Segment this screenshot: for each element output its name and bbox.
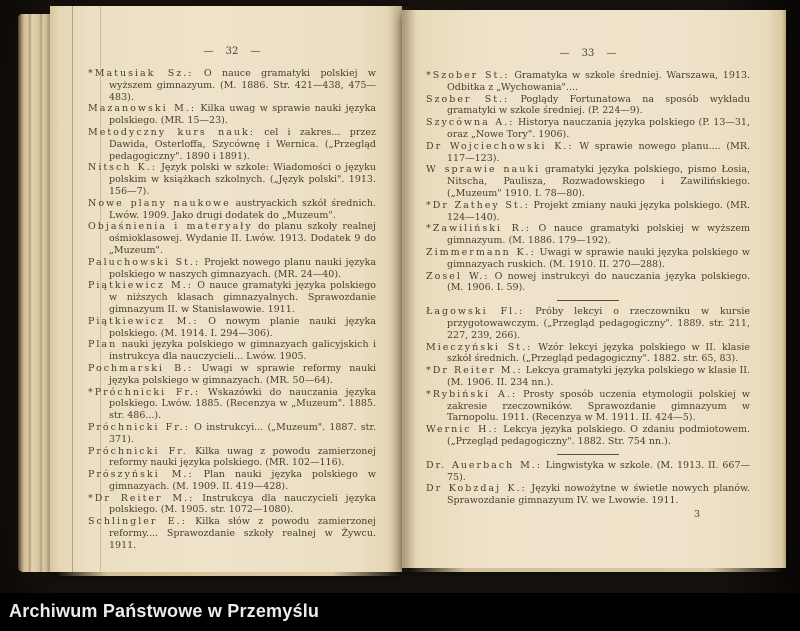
bibliography-entry: Schlingler E.: Kilka słów z powodu zamierzonej reformy.... Sprawozdanie szkoły realnej w Żywcu. 1911. [88,516,376,551]
entry-author: Próchnicki Fr. [88,445,188,457]
page-number-32: — 32 — [203,46,261,57]
page-number-33: — 33 — [559,48,617,59]
entry-author: Metodyczny kurs nauk: [88,126,255,138]
entry-author: W sprawie nauki [426,164,541,176]
entry-author: *Dr Reiter M.: [88,492,195,504]
bibliography-entry: Dr Kobzdaj K.: Języki nowożytne w świetle nowych planów. Sprawozdanie gimnazyum IV. we Lwowie. 1911. [426,483,750,507]
entry-author: *Dr Reiter M.: [426,365,523,377]
bibliography-entry: Nitsch K.: Język polski w szkole: Wiadomości o języku polskim w książkach szkolnych. („Język polski". 1913. 156—7). [88,162,376,197]
bibliography-entry: Próchnicki Fr. Kilka uwag z powodu zamierzonej reformy nauki języka polskiego. (MR. 102—116). [88,445,376,469]
bibliography-entry: Paluchowski St.: Projekt nowego planu nauki języka polskiego w naszych gimnazyach. (MR. 24—40). [88,256,376,280]
bibliography-entry: Plan nauki języka polskiego w gimnazyach galicyjskich i instrukcya dla nauczycieli... Lwów. 1905. [88,339,376,363]
bibliography-section-lessons [426,306,750,448]
entry-author: Zimmermann K.: [426,246,536,258]
sheet-signature: 3 [693,508,700,520]
bibliography-entry: *Dr Reiter M.: Instrukcya dla nauczycieli języka polskiego. (M. 1905. str. 1072—1080). [88,492,376,516]
entry-author: Dr Wojciechowski K.: [426,140,574,152]
entry-author: Pochmarski B.: [88,362,194,374]
bibliography-entry: *Szober St.: Gramatyka w szkole średniej. Warszawa, 1913. Odbitka z „Wychowania".... [426,70,751,93]
bibliography-entry: Dr. Auerbach M.: Lingwistyka w szkole. (M. 1913. II. 667—75). [426,459,751,483]
entry-author: Piątkiewicz M.: [88,280,193,292]
bibliography-section-linguistics [426,460,750,507]
entry-author: Piątkiewicz M.: [88,315,199,327]
bibliography-entry: Nowe plany naukowe austryackich szkół średnich. Lwów. 1909. Jako drugi dodatek do „Muzeum". [88,197,376,221]
bibliography-entry: *Zawiliński R.: O nauce gramatyki polskiej w wyższem gimnazyum. (M. 1886. 179—192). [426,223,750,247]
entry-author: Paluchowski St.: [88,256,201,268]
page-33-text [426,48,750,521]
bibliography-entry: Prószyński M.: Plan nauki języka polskiego w gimnazyach. (M. 1909. II. 419—428). [88,469,376,492]
bibliography-entry: Zimmermann K.: Uwagi w sprawie nauki języka polskiego w gimnazyach ruskich. (M. 1910. II. 270—288). [426,246,750,270]
bibliography-entry: Zosel W.: O nowej instrukcyi do nauczania języka polskiego. (M. 1906. I. 59). [426,270,750,294]
entry-author: Wernic H.: [426,424,499,436]
entry-author: Dr. Auerbach M.: [426,459,543,471]
bibliography-section-grammar [426,70,750,294]
bibliography-entry: Mazanowski M.: Kilka uwag w sprawie nauki języka polskiego. (MR. 15—23). [88,103,376,127]
right-page-bottom-edge [408,568,784,572]
bibliography-entry: Szober St.: Poglądy Fortunatowa na sposób wykładu gramatyki w szkole średniej. (P. 224—9). [426,93,751,117]
bibliography-entry: *Dr Reiter M.: Lekcya gramatyki języka polskiego w klasie II. (M. 1906. II. 234 nn.). [426,365,750,388]
entry-author: *Szober St.: [426,70,510,81]
bibliography-entry: Dr Wojciechowski K.: W sprawie nowego planu.... (MR. 117—123). [426,140,750,164]
bibliography-entry: Piątkiewicz M.: O nauce gramatyki języka polskiego w niższych klasach gimnazyalnych. Sprawozdanie gimnazyum II. w Stanisławowie. 1911. [88,280,376,315]
entry-author: Szober St.: [426,93,510,105]
section-divider [557,300,619,301]
bibliography-entry: *Dr Zathey St.: Projekt zmiany nauki języka polskiego. (MR. 124—140). [426,199,750,223]
page-32-text [88,46,376,552]
page-edges-stack [18,14,54,572]
entry-author: Nitsch K.: [88,162,157,174]
archive-caption-bar [0,593,800,631]
entry-author: *Zawiliński R.: [426,223,531,235]
bibliography-entry: Szycówna A.: Historya nauczania języka polskiego (P. 13—31, oraz „Nowe Tory". 1906). [426,117,750,140]
bibliography-entry: *Rybiński A.: Prosty sposób uczenia etymologii polskiej w zakresie rzeczowników. Sprawozdanie gimnazyum w Tarnopolu. 1911. (Recenzya w M. 1911. II. 424—5). [426,388,750,424]
entry-author: Próchnicki Fr.: [88,421,190,433]
entry-author: Łagowski Fl.: [426,306,525,318]
section-divider [557,454,619,455]
bibliography-entry: Objaśnienia i materyały do planu szkoły realnej ośmioklasowej. Wydanie II. Lwów. 1913. Dodatek 9 do „Muzeum". [88,221,376,256]
entry-author: Plan [88,339,118,351]
entry-author: Mieczyński St.: [426,341,533,353]
entry-author: Zosel W.: [426,270,490,282]
entry-author: *Matusiak Sz.: [88,68,194,79]
book-gutter-shadow [388,6,416,572]
entry-author: Nowe plany naukowe [88,197,231,209]
entry-author: Prószyński M.: [88,469,194,481]
bibliography-entry: Piątkiewicz M.: O nowym planie nauki języka polskiego. (M. 1914. I. 294—306). [88,315,377,339]
entry-author: *Dr Zathey St.: [426,199,530,211]
entry-author: Schlingler E.: [88,516,187,528]
bibliography-entry: *Próchnicki Fr.: Wskazówki do nauczania języka polskiego. Lwów. 1885. (Recenzya w „Muzeum". 1885. str. 486...). [88,386,376,422]
entry-author: *Rybiński A.: [426,388,518,400]
bibliography-entry: W sprawie nauki gramatyki języka polskiego, pismo Łosia, Nitscha, Paulisza, Rozwadowskiego i Zawilińskiego. („Muzeum" 1910. I. 78—80). [426,164,750,199]
bibliography-entry: Metodyczny kurs nauk: cel i zakres... przez Dawida, Osterloffa, Szycównę i Wernica. („Przegląd pedagogiczny". 1890 i 1891). [88,126,376,162]
entry-author: Objaśnienia i materyały [88,221,253,233]
bibliography-entry: Próchnicki Fr.: O instrukcyi... („Muzeum". 1887. str. 371). [88,421,376,445]
entry-author: *Próchnicki Fr.: [88,386,201,398]
bibliography-entry: Pochmarski B.: Uwagi w sprawie reformy nauki języka polskiego w gimnazyach. (MR. 50—64). [88,362,376,386]
bibliography-entry: Wernic H.: Lekcya języka polskiego. O zdaniu podmiotowem. („Przegląd pedagogiczny". 1882. Str. 754 nn.). [426,424,751,447]
bibliography-list-page-32 [88,68,376,552]
left-page-bottom-edge [56,572,400,576]
bibliography-entry: *Matusiak Sz.: O nauce gramatyki polskiej w wyższem gimnazyum. (M. 1886. Str. 421—438, 475—483). [88,68,376,103]
archive-caption: Archiwum Państwowe w Przemyślu [9,601,320,621]
bibliography-entry: Mieczyński St.: Wzór lekcyi języka polskiego w II. klasie szkół średnich. („Przegląd pedagogiczny". 1882. str. 65, 83). [426,341,750,365]
entry-author: Mazanowski M.: [88,103,197,115]
entry-author: Dr Kobzdaj K.: [426,483,527,495]
bibliography-entry: Łagowski Fl.: Próby lekcyi o rzeczowniku w kursie przygotowawczym. („Przegląd pedagogiczny". 1889. str. 211, 227, 239, 266). [426,306,750,341]
entry-author: Szycówna A.: [426,117,515,129]
